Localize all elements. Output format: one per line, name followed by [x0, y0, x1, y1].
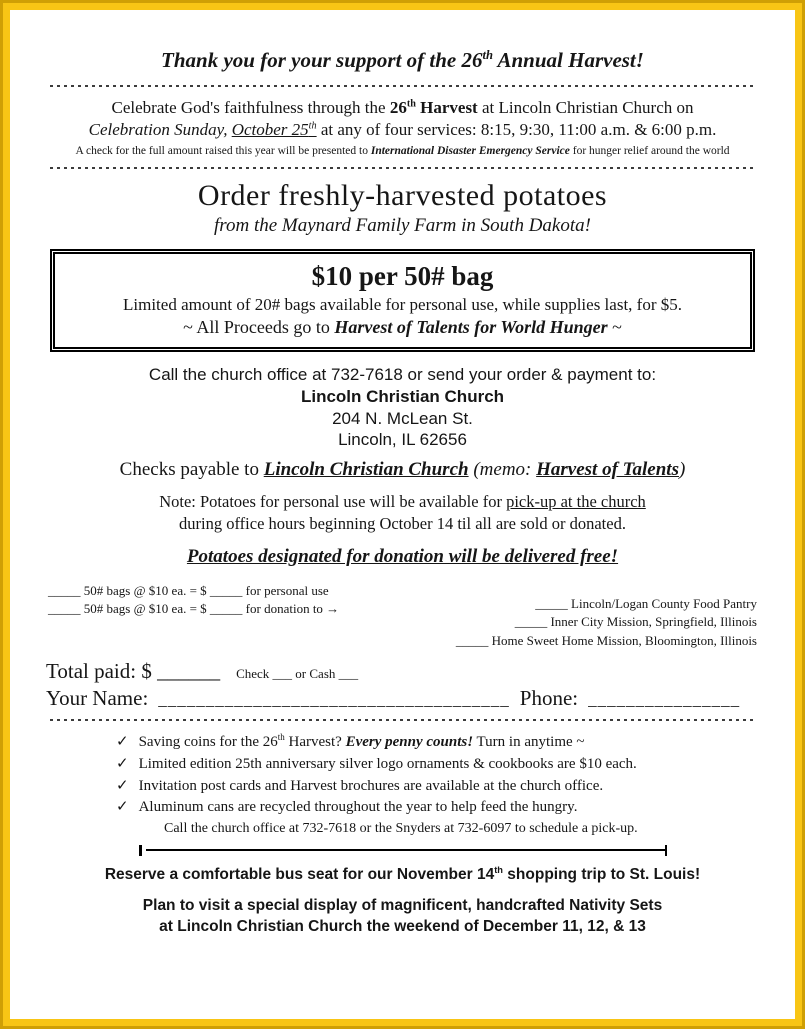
thanks-text: Thank you for your support of the 26: [161, 48, 483, 72]
memo-value: Harvest of Talents: [536, 459, 679, 481]
order-title: Order freshly-harvested potatoes: [197, 179, 608, 213]
pickup-note: [46, 491, 759, 536]
services-text: at any of four services: 8:15, 9:30, 11:00 a.m. & 6:00 p.m.: [316, 120, 717, 140]
nativity-announcement: [46, 895, 759, 938]
harvest-number: [390, 98, 478, 117]
proceeds-line: [65, 317, 740, 338]
memo-close: ): [678, 459, 686, 481]
church-name: Lincoln Christian Church: [300, 386, 505, 406]
coins-text: Saving coins for the 26: [138, 734, 278, 751]
fine-text: A check for the full amount raised this year will be presented to: [75, 144, 371, 157]
celebrate-fine-print: [46, 144, 759, 159]
checklist-item-cans: [116, 797, 759, 819]
street-address: 204 N. McLean St.: [332, 408, 473, 428]
harvest-ordinal: th: [406, 98, 416, 110]
price-headline: $10 per 50# bag: [311, 261, 494, 292]
checklist-item-coins: [116, 731, 759, 754]
cans-text: Aluminum cans are recycled throughout the year to help feed the hungry.: [138, 799, 578, 816]
donation-option-food-pantry: _____ Lincoln/Logan County Food Pantry: [535, 595, 757, 611]
payee-name: Lincoln Christian Church: [263, 459, 469, 481]
ornaments-text: Limited edition 25th anniversary silver logo ornaments & cookbooks are $10 each.: [138, 755, 637, 772]
note-line-1: [46, 491, 759, 513]
date-text: October 25: [231, 120, 309, 140]
name-phone-row: [46, 686, 759, 711]
check-icon: ✓: [116, 777, 129, 794]
harvest-word: Harvest: [415, 98, 478, 117]
fine-text-end: for hunger relief around the world: [569, 144, 730, 157]
call-office-line: Call the church office at 732-7618 or send your order & payment to:: [148, 365, 657, 385]
coins-text-end: Turn in anytime ~: [473, 734, 585, 751]
thanks-ordinal: th: [482, 48, 494, 62]
harvest-num-text: 26: [389, 98, 407, 117]
bus-text-end: shopping trip to St. Louis!: [502, 866, 701, 884]
date-ordinal: th: [308, 120, 317, 132]
memo-label: (memo:: [468, 459, 537, 481]
celebrate-text-end: at Lincoln Christian Church on: [477, 98, 694, 117]
phone-label: Phone:: [519, 686, 579, 711]
announcements-checklist: [116, 731, 759, 839]
price-detail: Limited amount of 20# bags available for personal use, while supplies last, for $5.: [123, 295, 682, 315]
order-subtitle: from the Maynard Family Farm in South Dakota!: [214, 215, 591, 237]
donation-options: [367, 595, 757, 652]
note-line-2: during office hours beginning October 14 til all are sold or donated.: [179, 514, 626, 534]
celebrate-line-2: [46, 119, 759, 141]
checklist-item-ornaments: [116, 754, 759, 776]
postcards-text: Invitation post cards and Harvest brochures are available at the church office.: [138, 777, 604, 794]
harvest-of-talents-name: Harvest of Talents for World Hunger: [334, 317, 608, 338]
check-icon: ✓: [116, 799, 129, 816]
ides-name: International Disaster Emergency Service: [370, 144, 570, 157]
proceeds-text-end: ~: [607, 317, 622, 338]
checklist-subline: Call the church office at 732-7618 or the Snyders at 732-6097 to schedule a pick-up.: [164, 821, 638, 837]
coins-ordinal: th: [277, 732, 285, 743]
order-title-block: [46, 179, 759, 237]
pickup-underline: pick-up at the church: [506, 492, 646, 512]
contact-block: [46, 364, 759, 451]
celebration-sunday-text: Celebration Sunday,: [88, 120, 232, 140]
celebration-paragraph: [46, 97, 759, 159]
flyer-sheet: [10, 10, 795, 1019]
form-row-personal-use: _____ 50# bags @ $10 ea. = $ _____ for personal use: [48, 582, 329, 598]
bus-text: Reserve a comfortable bus seat for our November 14: [104, 866, 495, 884]
form-row-donation: _____ 50# bags @ $10 ea. = $ _____ for donation to →: [48, 601, 340, 617]
note-text: Note: Potatoes for personal use will be available for: [159, 492, 507, 512]
thanks-heading: [46, 48, 759, 73]
every-penny-counts: Every penny counts!: [345, 734, 474, 751]
city-state-zip: Lincoln, IL 62656: [338, 430, 467, 450]
price-box: [50, 249, 755, 352]
donation-headline: Potatoes designated for donation will be delivered free!: [186, 545, 619, 567]
checks-text: Checks payable to: [119, 459, 264, 481]
dashed-divider-top: [50, 85, 755, 87]
order-form: [48, 582, 757, 652]
bus-trip-line: [46, 865, 759, 884]
celebration-date: [232, 120, 317, 139]
phone-blank-line: ________________: [588, 690, 741, 710]
check-or-cash: Check ___ or Cash ___: [236, 666, 359, 682]
your-name-label: Your Name:: [46, 686, 149, 711]
dashed-divider-bottom: [50, 719, 755, 721]
donation-option-home-sweet-home: _____ Home Sweet Home Mission, Bloomington, Illinois: [455, 633, 757, 649]
total-paid-row: [46, 659, 759, 684]
donation-option-inner-city-mission: _____ Inner City Mission, Springfield, Illinois: [514, 614, 757, 630]
order-form-rows: [48, 582, 367, 652]
coins-item-text: [139, 734, 585, 750]
divider-line-with-ticks: [146, 849, 667, 851]
check-icon: ✓: [116, 734, 129, 751]
name-blank-line: _____________________________________: [158, 690, 510, 710]
checklist-item-postcards: [116, 776, 759, 798]
nativity-line-2: at Lincoln Christian Church the weekend of December 11, 12, & 13: [159, 918, 646, 936]
total-paid-label: Total paid: $ ______: [46, 659, 221, 684]
proceeds-text: ~ All Proceeds go to: [183, 317, 335, 338]
checks-payable-line: [46, 459, 759, 481]
check-icon: ✓: [116, 755, 129, 772]
coins-text-mid: Harvest?: [284, 734, 346, 751]
thanks-text-end: Annual Harvest!: [493, 48, 644, 72]
celebrate-text: Celebrate God's faithfulness through the: [111, 98, 390, 117]
bus-ordinal: th: [494, 865, 503, 876]
dashed-divider-middle: [50, 167, 755, 169]
nativity-line-1: Plan to visit a special display of magnificent, handcrafted Nativity Sets: [142, 896, 663, 914]
celebrate-line-1: [46, 97, 759, 119]
